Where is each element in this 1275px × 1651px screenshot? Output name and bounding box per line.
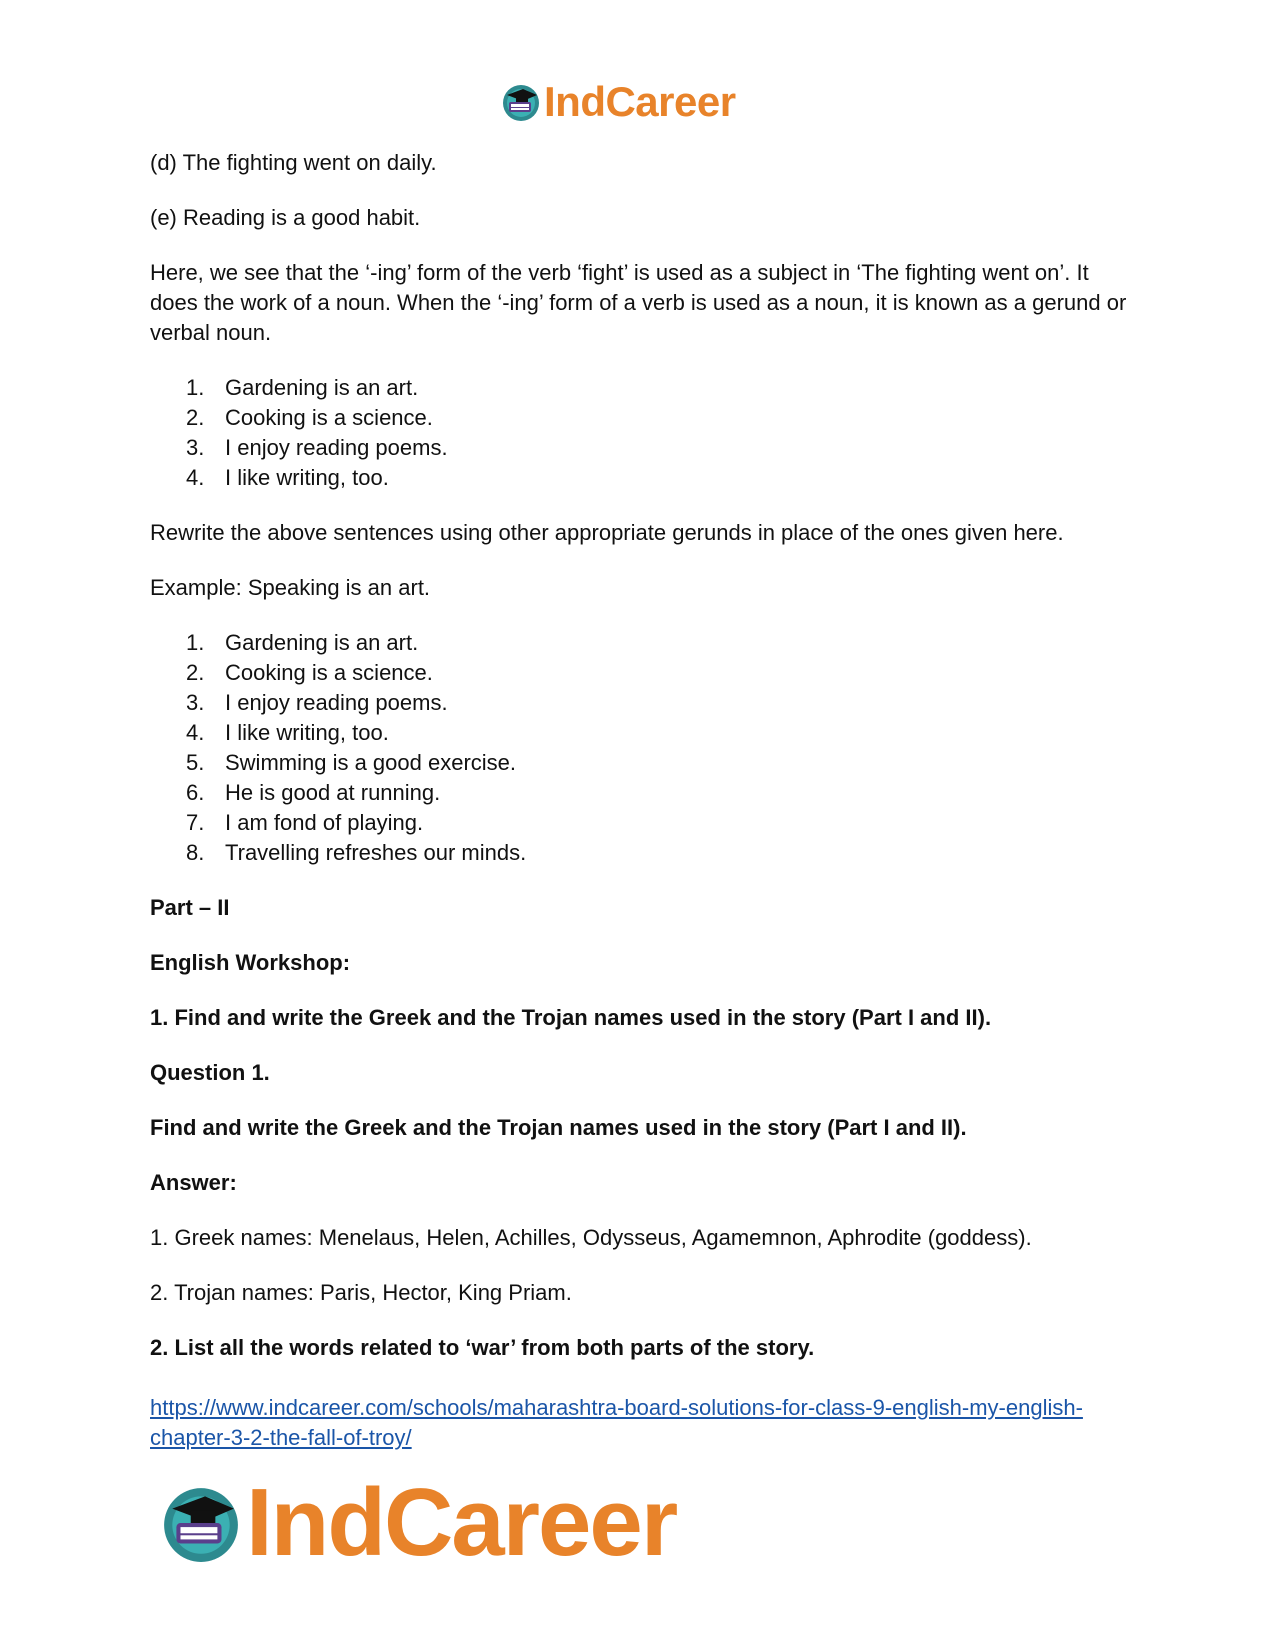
list-item: 4. I like writing, too.: [186, 465, 389, 490]
graduation-book-icon: [160, 1482, 242, 1564]
document-body: [150, 148, 1140, 1478]
answer-greek: 1. Greek names: Menelaus, Helen, Achilles, Odysseus, Agamemnon, Aphrodite (goddess).: [150, 1225, 1032, 1250]
example-line: Example: Speaking is an art.: [150, 575, 431, 600]
example-d: (d) The fighting went on daily.: [150, 150, 437, 175]
example-e: (e) Reading is a good habit.: [150, 205, 421, 230]
brand-name: IndCareer: [544, 78, 736, 125]
list-item: 1. Gardening is an art.: [186, 630, 419, 655]
list-item: 2. Cooking is a science.: [186, 405, 433, 430]
workshop-heading: English Workshop:: [150, 950, 351, 975]
list-item: 7. I am fond of playing.: [186, 810, 424, 835]
source-link-line-2[interactable]: chapter-3-2-the-fall-of-troy/: [150, 1425, 412, 1450]
header-logo: [501, 78, 736, 126]
question-text: Find and write the Greek and the Trojan names used in the story (Part I and II).: [150, 1115, 967, 1140]
list-item: 1. Gardening is an art.: [186, 375, 419, 400]
list-item: 8. Travelling refreshes our minds.: [186, 840, 527, 865]
question-label: Question 1.: [150, 1060, 270, 1085]
answer-trojan: 2. Trojan names: Paris, Hector, King Priam.: [150, 1280, 572, 1305]
footer-logo: [160, 1468, 676, 1578]
q1-heading: 1. Find and write the Greek and the Trojan names used in the story (Part I and II).: [150, 1005, 992, 1030]
source-link-line-1[interactable]: https://www.indcareer.com/schools/maharashtra-board-solutions-for-class-9-english-my-english-: [150, 1395, 1083, 1420]
list-item: 3. I enjoy reading poems.: [186, 435, 448, 460]
list-item: 3. I enjoy reading poems.: [186, 690, 448, 715]
source-link[interactable]: [150, 1393, 1140, 1453]
q2-heading: 2. List all the words related to ‘war’ from both parts of the story.: [150, 1335, 815, 1360]
brand-name: IndCareer: [246, 1469, 677, 1576]
instruction: Rewrite the above sentences using other appropriate gerunds in place of the ones given here.: [150, 520, 1064, 545]
part-heading: Part – II: [150, 895, 230, 920]
list-item: 6. He is good at running.: [186, 780, 441, 805]
list-item: 2. Cooking is a science.: [186, 660, 433, 685]
list-item: 4. I like writing, too.: [186, 720, 389, 745]
graduation-book-icon: [501, 82, 541, 122]
explanation-paragraph: Here, we see that the ‘-ing’ form of the verb ‘fight’ is used as a subject in ‘The fighting went on’. It does the work of a noun. When the ‘-ing’ form of a verb is used as a noun, it is known as a gerund or verbal noun.: [150, 260, 1127, 345]
list-item: 5. Swimming is a good exercise.: [186, 750, 517, 775]
gerund-list-1: [150, 373, 1140, 493]
answer-label: Answer:: [150, 1170, 237, 1195]
gerund-list-2: [150, 628, 1140, 868]
